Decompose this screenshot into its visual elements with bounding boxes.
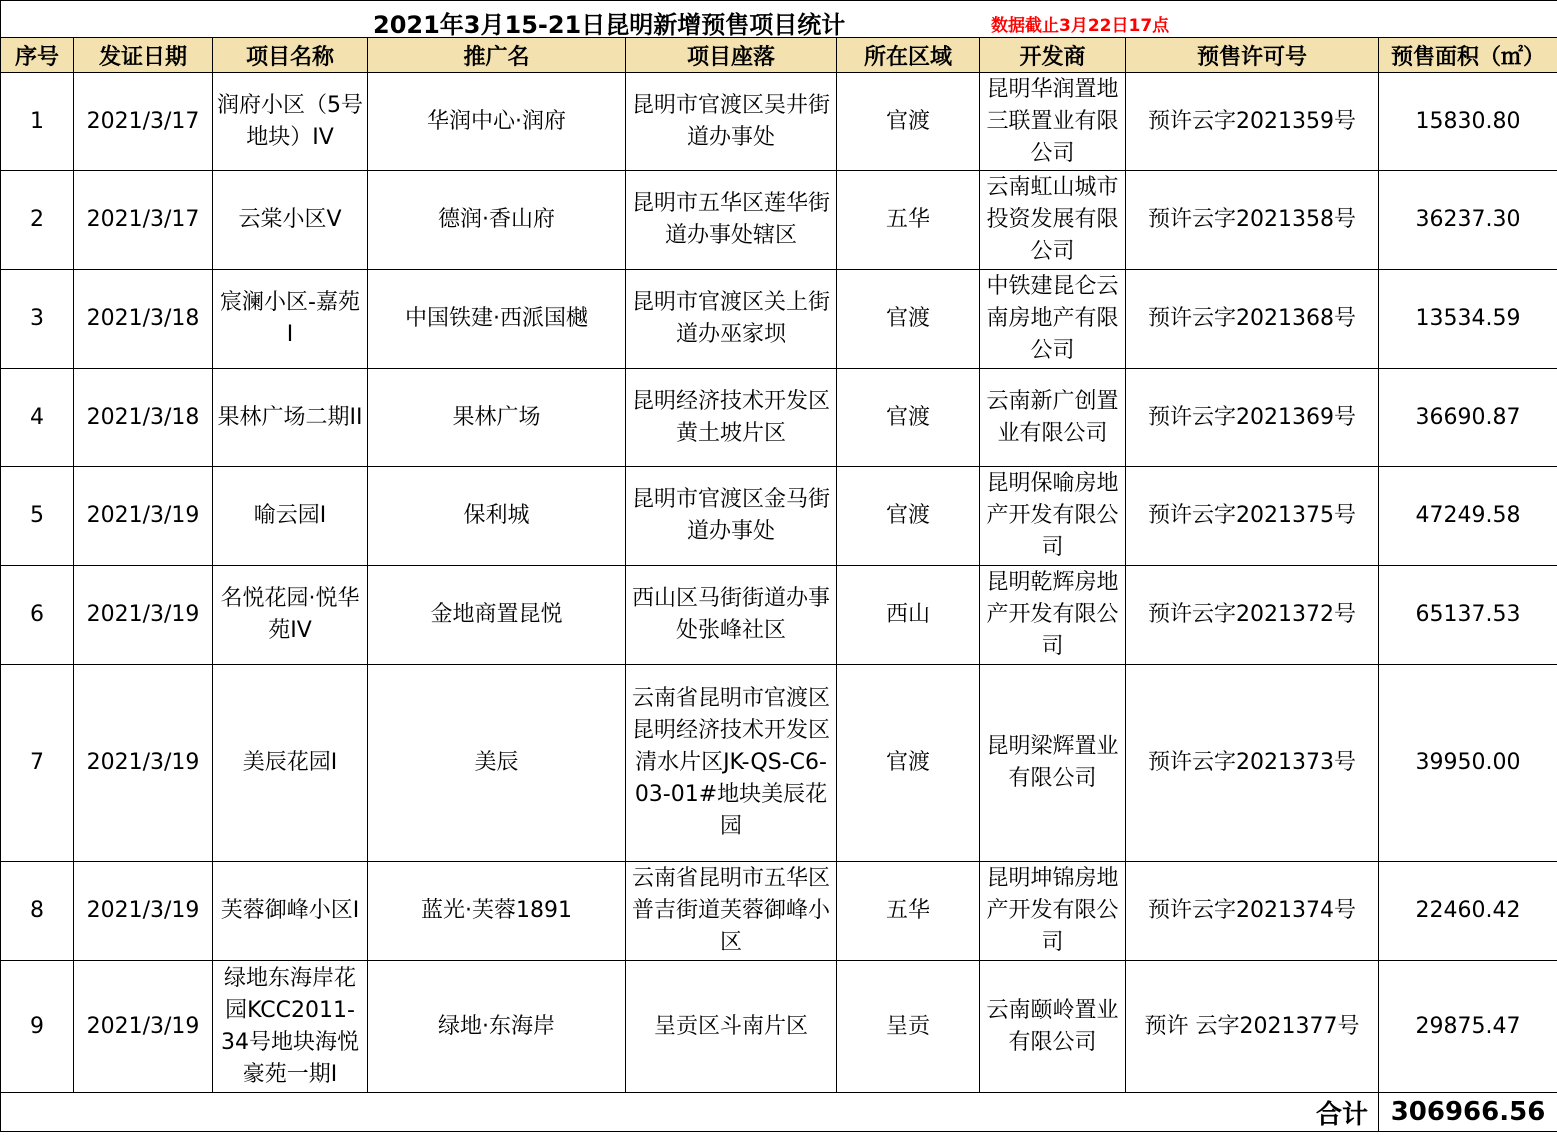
header-date: 发证日期: [74, 38, 213, 73]
cell-no: 4: [1, 369, 74, 467]
cell-promo: 华润中心·润府: [368, 73, 626, 171]
table-row: [1, 862, 1557, 961]
cell-promo: 蓝光·芙蓉1891: [368, 862, 626, 961]
cell-promo: 保利城: [368, 467, 626, 566]
cell-project: 喻云园I: [213, 467, 368, 566]
header-location: 项目座落: [626, 38, 837, 73]
cell-permit: 预许云字2021372号: [1126, 566, 1379, 665]
cell-no: 2: [1, 171, 74, 270]
cell-date: 2021/3/19: [74, 467, 213, 566]
cell-area: 47249.58: [1379, 467, 1557, 566]
cell-permit: 预许云字2021368号: [1126, 270, 1379, 369]
cell-area: 22460.42: [1379, 862, 1557, 961]
cell-permit: 预许云字2021374号: [1126, 862, 1379, 961]
cell-developer: 昆明华润置地三联置业有限公司: [980, 73, 1126, 171]
table-row: [1, 369, 1557, 467]
cell-location: 云南省昆明市官渡区昆明经济技术开发区清水片区JK-QS-C6-03-01#地块美辰花园: [626, 665, 837, 862]
header-no: 序号: [1, 38, 74, 73]
cell-promo: 绿地·东海岸: [368, 961, 626, 1093]
title-cell: [1, 1, 1557, 38]
header-district: 所在区域: [837, 38, 980, 73]
cell-area: 15830.80: [1379, 73, 1557, 171]
cell-project: 果林广场二期II: [213, 369, 368, 467]
header-area: 预售面积（㎡）: [1379, 38, 1557, 73]
cell-permit: 预许 云字2021377号: [1126, 961, 1379, 1093]
cell-developer: 昆明梁辉置业有限公司: [980, 665, 1126, 862]
cell-promo: 德润·香山府: [368, 171, 626, 270]
cell-developer: 云南新广创置业有限公司: [980, 369, 1126, 467]
table-row: [1, 467, 1557, 566]
header-project: 项目名称: [213, 38, 368, 73]
cell-district: 五华: [837, 862, 980, 961]
table-row: [1, 270, 1557, 369]
cell-location: 呈贡区斗南片区: [626, 961, 837, 1093]
cell-developer: 昆明坤锦房地产开发有限公司: [980, 862, 1126, 961]
cell-area: 65137.53: [1379, 566, 1557, 665]
cell-project: 润府小区（5号地块）IV: [213, 73, 368, 171]
cell-district: 官渡: [837, 665, 980, 862]
cell-area: 39950.00: [1379, 665, 1557, 862]
table-row: [1, 961, 1557, 1093]
cell-district: 五华: [837, 171, 980, 270]
cell-area: 29875.47: [1379, 961, 1557, 1093]
cell-project: 绿地东海岸花园KCC2011-34号地块海悦豪苑一期I: [213, 961, 368, 1093]
cell-area: 36237.30: [1379, 171, 1557, 270]
header-permit: 预售许可号: [1126, 38, 1379, 73]
cell-location: 云南省昆明市五华区普吉街道芙蓉御峰小区: [626, 862, 837, 961]
cell-date: 2021/3/19: [74, 961, 213, 1093]
cell-promo: 果林广场: [368, 369, 626, 467]
header-developer: 开发商: [980, 38, 1126, 73]
cell-date: 2021/3/19: [74, 665, 213, 862]
cell-developer: 云南虹山城市投资发展有限公司: [980, 171, 1126, 270]
cell-no: 3: [1, 270, 74, 369]
cell-location: 昆明市官渡区关上街道办巫家坝: [626, 270, 837, 369]
cell-developer: 昆明乾辉房地产开发有限公司: [980, 566, 1126, 665]
cell-promo: 金地商置昆悦: [368, 566, 626, 665]
cell-project: 宸澜小区-嘉苑I: [213, 270, 368, 369]
cell-project: 名悦花园·悦华苑IV: [213, 566, 368, 665]
table-body: [1, 73, 1557, 1093]
cell-date: 2021/3/19: [74, 566, 213, 665]
cell-district: 官渡: [837, 73, 980, 171]
cell-district: 呈贡: [837, 961, 980, 1093]
cell-no: 7: [1, 665, 74, 862]
cell-date: 2021/3/18: [74, 369, 213, 467]
cell-project: 芙蓉御峰小区I: [213, 862, 368, 961]
cell-permit: 预许云字2021359号: [1126, 73, 1379, 171]
cell-no: 6: [1, 566, 74, 665]
cell-district: 官渡: [837, 369, 980, 467]
table-row: [1, 73, 1557, 171]
cell-district: 官渡: [837, 467, 980, 566]
cell-no: 8: [1, 862, 74, 961]
data-cutoff-note: 数据截止3月22日17点: [991, 16, 1170, 36]
cell-district: 官渡: [837, 270, 980, 369]
table-row: [1, 566, 1557, 665]
cell-area: 13534.59: [1379, 270, 1557, 369]
header-promo: 推广名: [368, 38, 626, 73]
cell-promo: 美辰: [368, 665, 626, 862]
cell-district: 西山: [837, 566, 980, 665]
table-row: [1, 171, 1557, 270]
cell-no: 9: [1, 961, 74, 1093]
cell-no: 1: [1, 73, 74, 171]
cell-permit: 预许云字2021373号: [1126, 665, 1379, 862]
cell-location: 昆明市五华区莲华街道办事处辖区: [626, 171, 837, 270]
cell-developer: 中铁建昆仑云南房地产有限公司: [980, 270, 1126, 369]
cell-developer: 昆明保喻房地产开发有限公司: [980, 467, 1126, 566]
cell-location: 昆明市官渡区金马街道办事处: [626, 467, 837, 566]
table-row: [1, 665, 1557, 862]
cell-permit: 预许云字2021358号: [1126, 171, 1379, 270]
cell-date: 2021/3/17: [74, 73, 213, 171]
cell-no: 5: [1, 467, 74, 566]
cell-developer: 云南颐岭置业有限公司: [980, 961, 1126, 1093]
cell-area: 36690.87: [1379, 369, 1557, 467]
cell-project: 美辰花园I: [213, 665, 368, 862]
cell-promo: 中国铁建·西派国樾: [368, 270, 626, 369]
cell-date: 2021/3/17: [74, 171, 213, 270]
cell-location: 昆明市官渡区吴井街道办事处: [626, 73, 837, 171]
cell-date: 2021/3/18: [74, 270, 213, 369]
cell-permit: 预许云字2021375号: [1126, 467, 1379, 566]
total-label: 合计: [1, 1093, 1379, 1132]
total-value: 306966.56: [1379, 1093, 1557, 1132]
cell-project: 云棠小区V: [213, 171, 368, 270]
cell-location: 昆明经济技术开发区黄土坡片区: [626, 369, 837, 467]
cell-permit: 预许云字2021369号: [1126, 369, 1379, 467]
cell-location: 西山区马街街道办事处张峰社区: [626, 566, 837, 665]
table-title: 2021年3月15-21日昆明新增预售项目统计: [373, 11, 846, 38]
cell-date: 2021/3/19: [74, 862, 213, 961]
